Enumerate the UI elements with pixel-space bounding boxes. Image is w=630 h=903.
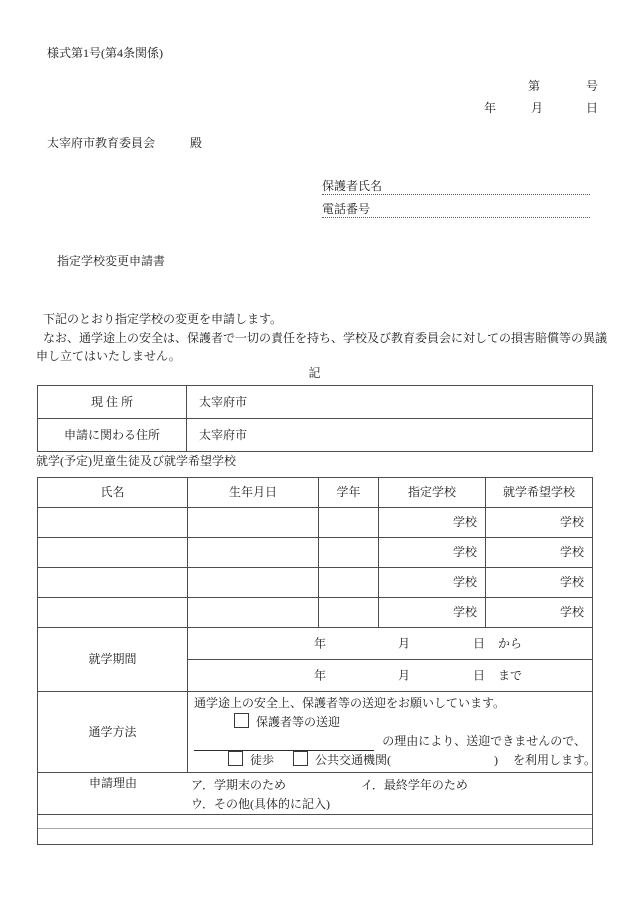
header-grade: 学年	[319, 478, 379, 508]
reason-option-a[interactable]: ア．学期末のため	[191, 778, 287, 792]
student-birthdate-field[interactable]	[188, 598, 319, 628]
commute-note: 通学途上の安全上、保護者等の送迎をお願いしています。	[194, 696, 506, 710]
addressee-line	[47, 136, 202, 151]
application-reason-row	[38, 773, 593, 815]
commute-method-row	[38, 692, 593, 773]
header-name: 氏名	[38, 478, 188, 508]
blank-writein-row	[38, 829, 593, 845]
commute-reason-line	[194, 732, 586, 751]
table-row	[38, 598, 593, 628]
designated-school-field[interactable]: 学校	[379, 568, 486, 598]
enrollment-period-label: 就学期間	[38, 628, 188, 692]
paragraph-line-1: 下記のとおり指定学校の変更を申請します。	[43, 312, 283, 326]
commute-option-guardian	[234, 713, 586, 732]
table-row	[38, 538, 593, 568]
date-month-label: 月	[531, 101, 544, 115]
application-reason-cell	[38, 773, 593, 815]
from-label: から	[498, 636, 523, 650]
blank-writein-row	[38, 815, 593, 829]
student-name-field[interactable]	[38, 538, 188, 568]
student-grade-field[interactable]	[319, 598, 379, 628]
day-label: 日	[473, 668, 486, 682]
month-label: 月	[398, 668, 411, 682]
current-address-label: 現 住 所	[38, 386, 187, 419]
application-address-value[interactable]: 太宰府市	[187, 419, 593, 452]
reason-options-line-1	[191, 776, 592, 795]
header-desired-school: 就学希望学校	[486, 478, 593, 508]
student-name-field[interactable]	[38, 598, 188, 628]
year-label: 年	[314, 636, 327, 650]
current-address-value[interactable]: 太宰府市	[187, 386, 593, 419]
reason-text: の理由により、送迎できませんので、	[382, 734, 586, 748]
checkbox-public-transport-icon[interactable]	[293, 751, 308, 766]
guardian-name-label: 保護者氏名	[322, 179, 383, 193]
header-designated-school: 指定学校	[379, 478, 486, 508]
main-form-table	[37, 477, 597, 845]
paragraph-line-3: 申し立てはいたしません。	[36, 349, 181, 363]
addressee-honorific: 殿	[190, 136, 203, 150]
application-reason-label: 申請理由	[88, 776, 137, 790]
desired-school-field[interactable]: 学校	[486, 538, 593, 568]
phone-label: 電話番号	[322, 202, 371, 216]
doc-number-prefix: 第	[528, 79, 541, 93]
blank-writein-field[interactable]	[38, 815, 593, 829]
desired-school-field[interactable]: 学校	[486, 568, 593, 598]
students-table-caption: 就学(予定)児童生徒及び就学希望学校	[36, 454, 236, 468]
checkbox-walk-icon[interactable]	[228, 751, 243, 766]
day-label: 日	[473, 636, 486, 650]
student-grade-field[interactable]	[319, 538, 379, 568]
student-birthdate-field[interactable]	[188, 508, 319, 538]
body-paragraph	[36, 310, 608, 366]
header-birthdate: 生年月日	[188, 478, 319, 508]
designated-school-field[interactable]: 学校	[379, 538, 486, 568]
walk-label: 徒歩	[250, 753, 275, 767]
ki-marker: 記	[308, 366, 321, 380]
student-name-field[interactable]	[38, 568, 188, 598]
phone-field[interactable]	[370, 199, 590, 217]
enrollment-period-from-field[interactable]	[188, 628, 593, 660]
application-reason-options	[191, 773, 592, 814]
student-name-field[interactable]	[38, 508, 188, 538]
reason-option-b[interactable]: イ．最終学年のため	[361, 778, 468, 792]
year-label: 年	[314, 668, 327, 682]
public-transport-paren-close: )	[494, 753, 499, 767]
reason-option-c[interactable]: ウ．その他(具体的に記入)	[191, 797, 331, 811]
student-grade-field[interactable]	[319, 568, 379, 598]
students-header-row	[38, 478, 593, 508]
guardian-name-field[interactable]	[382, 176, 590, 194]
guardian-escort-label: 保護者等の送迎	[256, 715, 341, 729]
phone-line	[322, 199, 590, 218]
commute-method-label: 通学方法	[38, 692, 188, 773]
table-row	[38, 419, 593, 452]
enrollment-period-row-from	[38, 628, 593, 660]
enrollment-period-to-field[interactable]	[188, 660, 593, 692]
addressee-name: 太宰府市教育委員会	[47, 136, 156, 150]
student-birthdate-field[interactable]	[188, 568, 319, 598]
doc-number-suffix: 号	[586, 79, 599, 93]
table-row	[38, 568, 593, 598]
address-table	[37, 385, 593, 452]
commute-method-content	[188, 692, 597, 773]
reason-blank-field[interactable]	[194, 735, 374, 751]
paragraph-line-2: なお、通学途上の安全は、保護者で一切の責任を持ち、学校及び教育委員会に対しての損害賠償等の異議	[43, 330, 608, 345]
date-day-label: 日	[586, 101, 599, 115]
guardian-name-line	[322, 176, 590, 195]
to-label: まで	[498, 668, 523, 682]
designated-school-field[interactable]: 学校	[379, 598, 486, 628]
page-title: 指定学校変更申請書	[57, 254, 166, 268]
desired-school-field[interactable]: 学校	[486, 598, 593, 628]
checkbox-guardian-escort-icon[interactable]	[234, 713, 249, 728]
commute-option-transport	[228, 751, 597, 770]
designated-school-field[interactable]: 学校	[379, 508, 486, 538]
public-transport-label: 公共交通機関(	[315, 753, 392, 767]
student-grade-field[interactable]	[319, 508, 379, 538]
desired-school-field[interactable]: 学校	[486, 508, 593, 538]
application-address-label: 申請に関わる住所	[38, 419, 187, 452]
blank-writein-field[interactable]	[38, 829, 593, 845]
form-code: 様式第1号(第4条関係)	[47, 46, 163, 60]
table-row	[38, 508, 593, 538]
table-row	[38, 386, 593, 419]
use-text: を利用します。	[513, 753, 597, 767]
date-year-label: 年	[484, 101, 497, 115]
month-label: 月	[398, 636, 411, 650]
student-birthdate-field[interactable]	[188, 538, 319, 568]
